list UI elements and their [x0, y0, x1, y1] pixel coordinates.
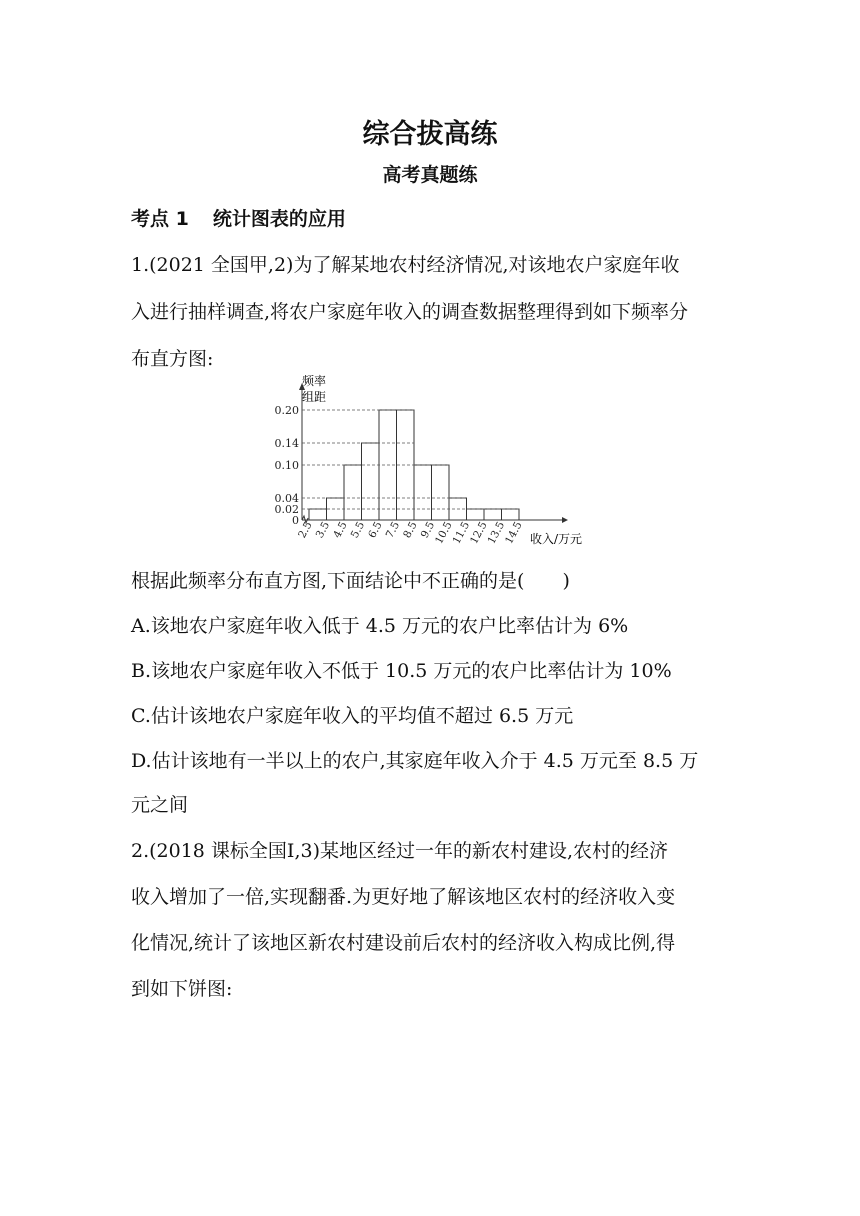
histogram-bar — [432, 465, 450, 520]
histogram-bar — [309, 509, 327, 520]
q1-line-1: 1.(2021 全国甲,2)为了解某地农村经济情况,对该地农户家庭年收 — [131, 254, 680, 276]
histogram-chart — [262, 368, 602, 558]
section-label: 考点 1 — [131, 208, 189, 230]
q1-question: 根据此频率分布直方图,下面结论中不正确的是( ) — [131, 570, 570, 592]
page-subtitle: 高考真题练 — [382, 164, 478, 186]
x-tick-label: 10.5 — [433, 519, 455, 547]
x-tick-label: 8.5 — [401, 519, 420, 541]
q1-line-2: 入进行抽样调查,将农户家庭年收入的调查数据整理得到如下频率分 — [131, 301, 689, 323]
chart-ylabel-bottom: 组距 — [302, 390, 327, 404]
q1-option-d: D.估计该地有一半以上的农户,其家庭年收入介于 4.5 万元至 8.5 万 — [131, 750, 699, 772]
x-tick-label: 2.5 — [296, 519, 315, 541]
q1-option-d-cont: 元之间 — [131, 794, 189, 816]
section-topic: 统计图表的应用 — [212, 208, 346, 230]
q1-option-c: C.估计该地农户家庭年收入的平均值不超过 6.5 万元 — [131, 705, 574, 727]
y-tick-label: 0.20 — [274, 404, 299, 417]
q1-option-a: A.该地农户家庭年收入低于 4.5 万元的农户比率估计为 6% — [131, 615, 629, 637]
histogram-bar — [414, 465, 432, 520]
q2-line-2: 收入增加了一倍,实现翻番.为更好地了解该地区农村的经济收入变 — [131, 886, 676, 908]
q2-line-3: 化情况,统计了该地区新农村建设前后农村的经济收入构成比例,得 — [131, 932, 676, 954]
q2-line-1: 2.(2018 课标全国Ⅰ,3)某地区经过一年的新农村建设,农村的经济 — [131, 840, 669, 862]
y-tick-label: 0 — [292, 514, 299, 527]
y-tick-label: 0.02 — [274, 503, 299, 516]
x-tick-label: 5.5 — [348, 519, 368, 541]
x-tick-label: 7.5 — [383, 519, 403, 541]
x-tick-label: 9.5 — [418, 519, 438, 541]
histogram-bar — [344, 465, 362, 520]
chart-xlabel: 收入/万元 — [530, 532, 583, 546]
x-tick-label: 14.5 — [503, 519, 525, 547]
q2-line-4: 到如下饼图: — [131, 978, 233, 1000]
x-tick-label: 13.5 — [485, 519, 508, 547]
y-tick-label: 0.10 — [274, 459, 299, 472]
x-axis-arrow — [562, 517, 568, 523]
x-tick-label: 3.5 — [313, 519, 333, 541]
histogram-bar — [484, 509, 502, 520]
x-tick-label: 11.5 — [450, 519, 473, 547]
y-tick-label: 0.04 — [274, 492, 299, 505]
histogram-bar — [362, 443, 380, 520]
x-tick-label: 4.5 — [331, 519, 350, 541]
chart-ylabel-top: 频率 — [302, 374, 327, 388]
page-title: 综合拔高练 — [362, 119, 498, 150]
x-tick-label: 6.5 — [366, 519, 385, 541]
q1-line-3: 布直方图: — [131, 348, 214, 370]
histogram-bar — [502, 509, 520, 520]
y-tick-label: 0.14 — [274, 437, 299, 450]
q1-option-b: B.该地农户家庭年收入不低于 10.5 万元的农户比率估计为 10% — [131, 660, 672, 682]
section-heading — [131, 206, 346, 232]
histogram-bar — [467, 509, 485, 520]
x-tick-label: 12.5 — [468, 519, 490, 547]
